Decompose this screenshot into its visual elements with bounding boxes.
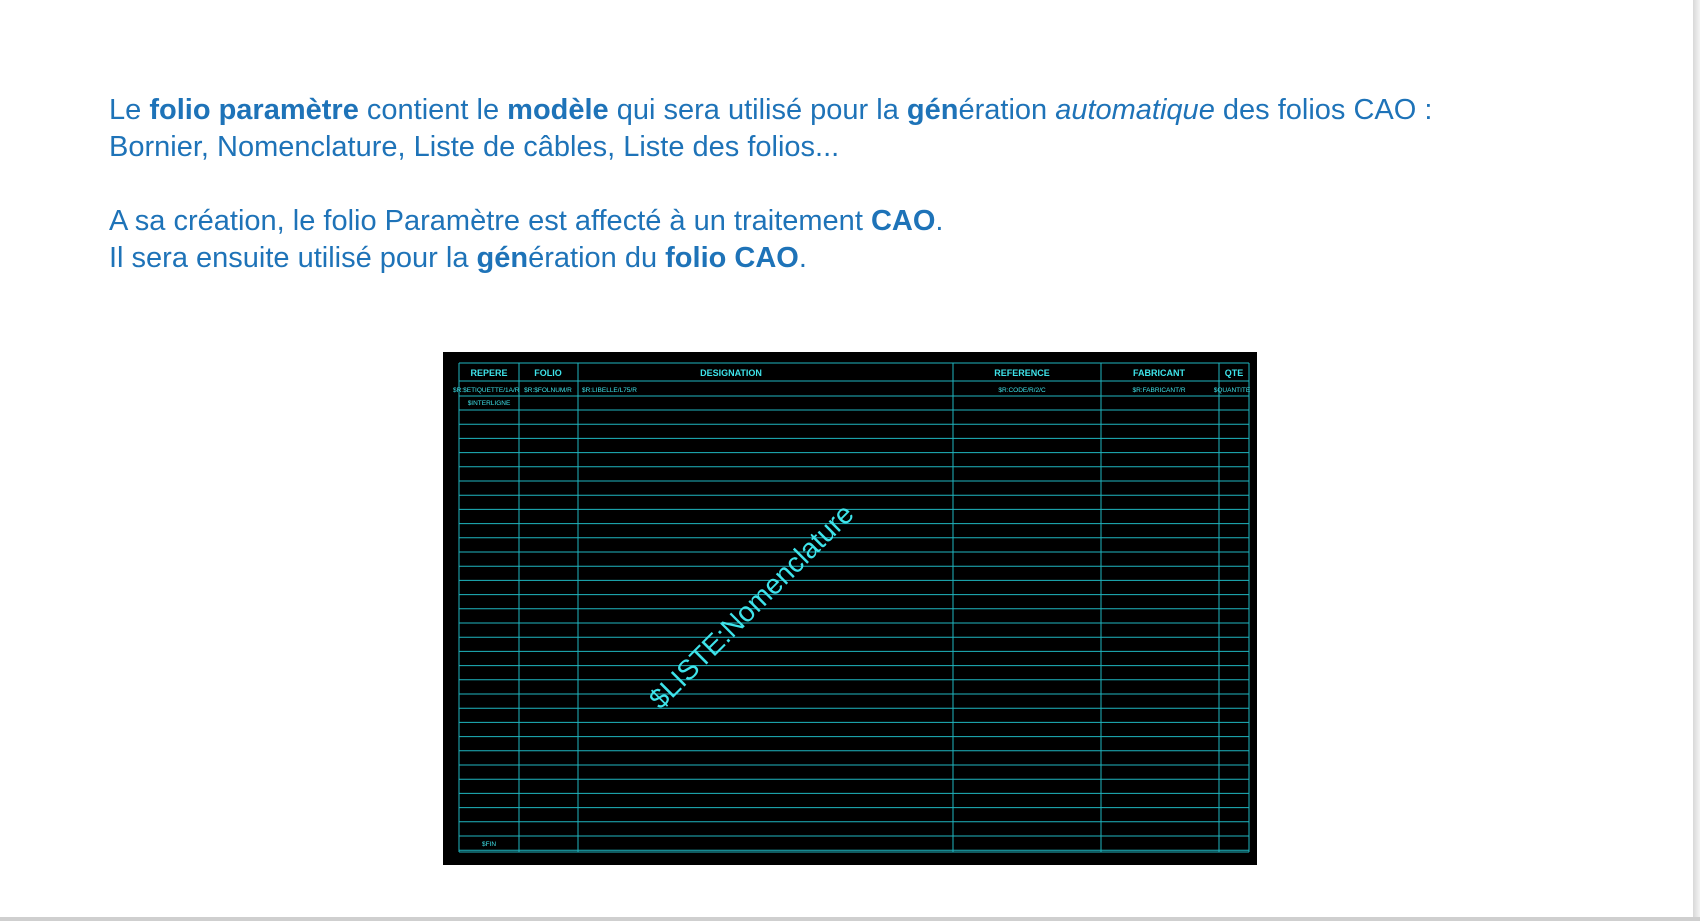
param-repere: $R:$ETIQUETTE/1A/R <box>453 387 520 394</box>
text-run: . <box>798 242 807 274</box>
header-fabricant: FABRICANT <box>1133 368 1185 378</box>
nomenclature-table-drawing <box>443 352 1257 865</box>
header-qte: QTE <box>1224 368 1244 378</box>
paragraph-1 <box>109 92 1689 166</box>
text-run: qui sera utilisé pour la <box>608 94 907 126</box>
header-repere: REPERE <box>470 368 508 378</box>
text-run: gén <box>906 94 959 126</box>
text-run: automatique <box>1055 94 1215 126</box>
cad-parameter-sheet <box>443 352 1257 865</box>
watermark-liste-nomenclature: $LISTE:Nomenclature <box>642 497 860 715</box>
text-run: folio paramètre <box>149 94 359 126</box>
text-run: gén <box>476 242 529 274</box>
paragraph-2-line-1 <box>109 203 1689 240</box>
text-run: folio CAO <box>665 242 799 274</box>
param-designation: $R:LIBELLE/L75/R <box>582 387 637 394</box>
text-run: . <box>935 205 944 237</box>
paragraph-2 <box>109 203 1689 277</box>
interligne-label: $INTERLIGNE <box>467 400 511 407</box>
text-run: des folios CAO : <box>1214 94 1433 126</box>
text-run: A sa création, le folio Paramètre est affecté à un traitement <box>109 205 871 237</box>
paragraph-1-line-1 <box>109 92 1689 129</box>
fin-label: $FIN <box>481 841 497 848</box>
text-run: Il sera ensuite utilisé pour la <box>109 242 477 274</box>
table-grid <box>459 363 1249 852</box>
text-run: contient le <box>358 94 508 126</box>
slide-edge-right <box>1693 0 1700 921</box>
slide-edge-bottom <box>0 917 1700 921</box>
param-reference: $R:CODE/R/2/C <box>998 387 1046 394</box>
text-run: modèle <box>507 94 609 126</box>
paragraph-2-line-2 <box>109 240 1689 277</box>
param-fabricant: $R:FABRICANT/R <box>1132 387 1186 394</box>
paragraph-1-line-2 <box>109 129 1689 166</box>
text-run: Le <box>109 94 150 126</box>
header-designation: DESIGNATION <box>700 368 762 378</box>
text-run: ération du <box>528 242 666 274</box>
text-run: CAO <box>870 205 936 237</box>
text-run: Bornier, Nomenclature, Liste de câbles, Liste des folios... <box>109 131 840 163</box>
param-qte: $QUANTITE <box>1213 387 1251 394</box>
param-folio: $R:$FOLNUM/R <box>524 387 572 394</box>
description-text <box>109 92 1689 277</box>
header-reference: REFERENCE <box>994 368 1050 378</box>
header-folio: FOLIO <box>534 368 562 378</box>
text-run: ération <box>958 94 1056 126</box>
